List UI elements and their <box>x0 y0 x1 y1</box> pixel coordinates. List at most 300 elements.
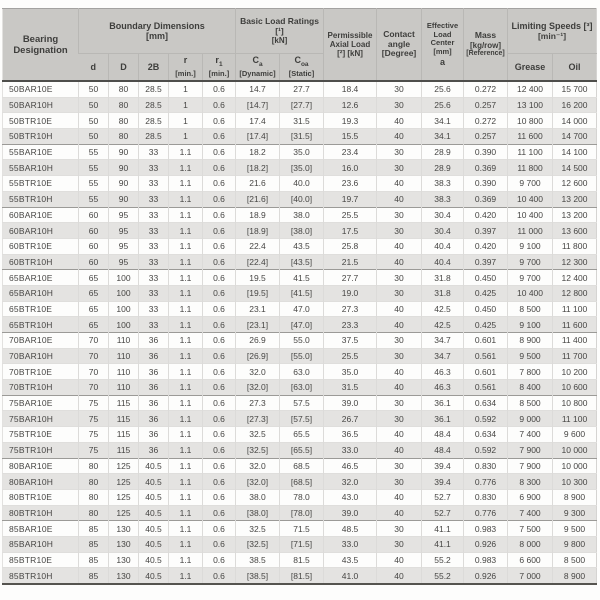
cell-d: 55 <box>79 176 109 192</box>
cell-axial-load: 15.5 <box>324 129 377 145</box>
cell-r-min: 1.1 <box>169 521 203 537</box>
cell-oil: 11 100 <box>553 301 597 317</box>
cell-r-min: 1.1 <box>169 348 203 364</box>
cell-2B: 33 <box>139 270 169 286</box>
cell-Ca-dynamic: 38.0 <box>236 489 280 505</box>
cell-r1-min: 0.6 <box>203 348 236 364</box>
cell-r1-min: 0.6 <box>203 505 236 521</box>
table-row <box>3 223 597 239</box>
table-row <box>3 442 597 458</box>
cell-grease: 11 000 <box>508 223 553 239</box>
cell-D: 115 <box>109 411 139 427</box>
cell-2B: 36 <box>139 380 169 396</box>
cell-Ca-dynamic: [18.9] <box>236 223 280 239</box>
cell-load-center: 34.1 <box>422 129 464 145</box>
col-header-2B: 2B <box>139 54 169 82</box>
cell-contact-angle: 30 <box>377 474 422 490</box>
cell-d: 85 <box>79 536 109 552</box>
cell-grease: 7 400 <box>508 505 553 521</box>
cell-load-center: 41.1 <box>422 521 464 537</box>
cell-grease: 7 900 <box>508 458 553 474</box>
cell-Coa-static: [57.5] <box>280 411 324 427</box>
cell-r-min: 1.1 <box>169 317 203 333</box>
cell-2B: 36 <box>139 333 169 349</box>
cell-Ca-dynamic: [32.0] <box>236 474 280 490</box>
cell-grease: 6 600 <box>508 552 553 568</box>
cell-r1-min: 0.6 <box>203 474 236 490</box>
cell-2B: 33 <box>139 207 169 223</box>
cell-Coa-static: [55.0] <box>280 348 324 364</box>
cell-r-min: 1.1 <box>169 489 203 505</box>
cell-Ca-dynamic: [17.4] <box>236 129 280 145</box>
cell-2B: 33 <box>139 285 169 301</box>
cell-load-center: 38.3 <box>422 191 464 207</box>
cell-grease: 8 300 <box>508 474 553 490</box>
cell-r1-min: 0.6 <box>203 301 236 317</box>
cell-d: 85 <box>79 552 109 568</box>
cell-d: 75 <box>79 395 109 411</box>
table-row <box>3 364 597 380</box>
cell-contact-angle: 30 <box>377 536 422 552</box>
cell-Coa-static: 41.5 <box>280 270 324 286</box>
cell-2B: 28.5 <box>139 113 169 129</box>
cell-d: 80 <box>79 458 109 474</box>
cell-r-min: 1.1 <box>169 144 203 160</box>
cell-contact-angle: 40 <box>377 489 422 505</box>
cell-load-center: 28.9 <box>422 144 464 160</box>
cell-mass: 0.450 <box>464 301 508 317</box>
cell-Ca-dynamic: 32.5 <box>236 427 280 443</box>
cell-Ca-dynamic: 14.7 <box>236 81 280 97</box>
cell-mass: 0.272 <box>464 113 508 129</box>
cell-load-center: 31.8 <box>422 285 464 301</box>
cell-designation: 65BAR10H <box>3 285 79 301</box>
cell-Coa-static: [78.0] <box>280 505 324 521</box>
cell-r1-min: 0.6 <box>203 207 236 223</box>
cell-2B: 36 <box>139 348 169 364</box>
cell-oil: 11 600 <box>553 317 597 333</box>
col-header-contact-angle: Contact angle [Degree] <box>377 9 422 82</box>
cell-contact-angle: 40 <box>377 442 422 458</box>
table-row <box>3 270 597 286</box>
cell-grease: 10 400 <box>508 191 553 207</box>
cell-Coa-static: 35.0 <box>280 144 324 160</box>
cell-oil: 13 600 <box>553 223 597 239</box>
cell-2B: 33 <box>139 160 169 176</box>
cell-grease: 9 700 <box>508 270 553 286</box>
cell-designation: 70BAR10E <box>3 333 79 349</box>
cell-load-center: 48.4 <box>422 442 464 458</box>
cell-mass: 0.561 <box>464 380 508 396</box>
cell-grease: 7 400 <box>508 427 553 443</box>
cell-mass: 0.830 <box>464 458 508 474</box>
table-row <box>3 568 597 584</box>
cell-contact-angle: 40 <box>377 191 422 207</box>
cell-designation: 85BTR10E <box>3 552 79 568</box>
cell-Ca-dynamic: 19.5 <box>236 270 280 286</box>
cell-r1-min: 0.6 <box>203 81 236 97</box>
table-header <box>3 9 597 82</box>
cell-D: 95 <box>109 223 139 239</box>
cell-r1-min: 0.6 <box>203 380 236 396</box>
cell-2B: 40.5 <box>139 458 169 474</box>
cell-r-min: 1.1 <box>169 442 203 458</box>
cell-contact-angle: 30 <box>377 160 422 176</box>
cell-axial-load: 25.5 <box>324 348 377 364</box>
cell-contact-angle: 40 <box>377 254 422 270</box>
cell-Coa-static: 68.5 <box>280 458 324 474</box>
cell-contact-angle: 30 <box>377 395 422 411</box>
cell-Ca-dynamic: 17.4 <box>236 113 280 129</box>
cell-grease: 13 100 <box>508 97 553 113</box>
cell-D: 110 <box>109 333 139 349</box>
table-body <box>3 81 597 584</box>
cell-grease: 8 400 <box>508 380 553 396</box>
cell-designation: 75BTR10E <box>3 427 79 443</box>
cell-mass: 0.983 <box>464 521 508 537</box>
cell-r1-min: 0.6 <box>203 427 236 443</box>
cell-2B: 33 <box>139 191 169 207</box>
table-row <box>3 254 597 270</box>
cell-load-center: 46.3 <box>422 364 464 380</box>
cell-mass: 0.390 <box>464 176 508 192</box>
cell-load-center: 42.5 <box>422 317 464 333</box>
cell-contact-angle: 40 <box>377 364 422 380</box>
cell-contact-angle: 40 <box>377 552 422 568</box>
cell-load-center: 38.3 <box>422 176 464 192</box>
cell-designation: 65BAR10E <box>3 270 79 286</box>
table-row <box>3 160 597 176</box>
cell-2B: 36 <box>139 411 169 427</box>
cell-D: 100 <box>109 301 139 317</box>
cell-designation: 85BAR10E <box>3 521 79 537</box>
cell-r-min: 1 <box>169 129 203 145</box>
cell-designation: 50BAR10E <box>9 84 53 95</box>
cell-designation: 50BTR10H <box>3 129 79 145</box>
cell-load-center: 40.4 <box>422 254 464 270</box>
cell-Ca-dynamic: 38.5 <box>236 552 280 568</box>
cell-load-center: 36.1 <box>422 395 464 411</box>
cell-load-center: 25.6 <box>422 81 464 97</box>
cell-2B: 33 <box>139 317 169 333</box>
cell-mass: 0.926 <box>464 568 508 584</box>
table-row <box>3 505 597 521</box>
cell-D: 90 <box>109 144 139 160</box>
cell-oil: 10 800 <box>553 395 597 411</box>
cell-d: 55 <box>79 144 109 160</box>
cell-d: 70 <box>79 333 109 349</box>
cell-grease: 12 400 <box>508 81 553 97</box>
cell-mass: 0.926 <box>464 536 508 552</box>
cell-D: 90 <box>109 176 139 192</box>
cell-load-center: 46.3 <box>422 380 464 396</box>
cell-grease: 9 700 <box>508 176 553 192</box>
cell-Ca-dynamic: [19.5] <box>236 285 280 301</box>
cell-grease: 9 000 <box>508 411 553 427</box>
cell-D: 130 <box>109 568 139 584</box>
cell-contact-angle: 30 <box>377 144 422 160</box>
cell-axial-load: 48.5 <box>324 521 377 537</box>
cell-2B: 40.5 <box>139 474 169 490</box>
cell-Ca-dynamic: [32.5] <box>236 442 280 458</box>
cell-r-min: 1.1 <box>169 191 203 207</box>
cell-Ca-dynamic: 27.3 <box>236 395 280 411</box>
cell-Coa-static: [38.0] <box>280 223 324 239</box>
col-header-permissible-axial-load: Permissible Axial Load [²] [kN] <box>324 9 377 82</box>
cell-D: 130 <box>109 552 139 568</box>
cell-D: 125 <box>109 474 139 490</box>
cell-D: 95 <box>109 238 139 254</box>
cell-r-min: 1.1 <box>169 536 203 552</box>
cell-oil: 13 200 <box>553 191 597 207</box>
cell-mass: 0.561 <box>464 348 508 364</box>
cell-oil: 10 000 <box>553 442 597 458</box>
col-header-r1-min: $r_1$ [min.] <box>203 54 236 82</box>
cell-mass: 0.634 <box>464 395 508 411</box>
cell-d: 60 <box>79 207 109 223</box>
cell-2B: 33 <box>139 301 169 317</box>
cell-Coa-static: [41.5] <box>280 285 324 301</box>
cell-r1-min: 0.6 <box>203 364 236 380</box>
cell-mass: 0.369 <box>464 160 508 176</box>
cell-oil: 12 400 <box>553 270 597 286</box>
cell-designation: 80BAR10H <box>3 474 79 490</box>
table-row <box>3 113 597 129</box>
cell-load-center: 39.4 <box>422 458 464 474</box>
cell-mass: 0.257 <box>464 129 508 145</box>
cell-r-min: 1.1 <box>169 160 203 176</box>
cell-2B: 40.5 <box>139 489 169 505</box>
cell-oil: 12 300 <box>553 254 597 270</box>
cell-designation: 80BTR10E <box>3 489 79 505</box>
cell-2B: 40.5 <box>139 568 169 584</box>
cell-contact-angle: 30 <box>377 207 422 223</box>
cell-oil: 9 800 <box>553 536 597 552</box>
cell-Ca-dynamic: [26.9] <box>236 348 280 364</box>
cell-Coa-static: 27.7 <box>280 81 324 97</box>
cell-r1-min: 0.6 <box>203 568 236 584</box>
cell-r-min: 1.1 <box>169 505 203 521</box>
cell-contact-angle: 30 <box>377 285 422 301</box>
cell-r1-min: 0.6 <box>203 238 236 254</box>
cell-mass: 0.634 <box>464 427 508 443</box>
cell-d: 65 <box>79 270 109 286</box>
col-header-d: d <box>79 54 109 82</box>
table-row <box>3 317 597 333</box>
cell-oil: 11 400 <box>553 333 597 349</box>
cell-axial-load: 27.3 <box>324 301 377 317</box>
cell-2B: 40.5 <box>139 536 169 552</box>
cell-axial-load: 36.5 <box>324 427 377 443</box>
cell-D: 130 <box>109 536 139 552</box>
cell-designation: 80BTR10H <box>3 505 79 521</box>
cell-oil: 10 300 <box>553 474 597 490</box>
cell-designation: 75BAR10H <box>3 411 79 427</box>
cell-D: 110 <box>109 348 139 364</box>
cell-designation: 55BAR10H <box>3 160 79 176</box>
cell-designation: 60BAR10E <box>3 207 79 223</box>
cell-axial-load: 23.3 <box>324 317 377 333</box>
cell-d: 60 <box>79 254 109 270</box>
cell-d: 65 <box>79 317 109 333</box>
cell-grease: 10 400 <box>508 207 553 223</box>
cell-load-center: 30.4 <box>422 223 464 239</box>
cell-2B: 33 <box>139 223 169 239</box>
cell-D: 125 <box>109 505 139 521</box>
cell-d: 50 <box>79 113 109 129</box>
cell-designation: 60BAR10H <box>3 223 79 239</box>
table-row <box>3 474 597 490</box>
cell-r-min: 1 <box>169 97 203 113</box>
cell-Ca-dynamic: 21.6 <box>236 176 280 192</box>
cell-r-min: 1.1 <box>169 238 203 254</box>
cell-oil: 14 100 <box>553 144 597 160</box>
cell-D: 115 <box>109 442 139 458</box>
cell-load-center: 48.4 <box>422 427 464 443</box>
cell-oil: 9 300 <box>553 505 597 521</box>
cell-r-min: 1.1 <box>169 552 203 568</box>
cell-load-center: 55.2 <box>422 552 464 568</box>
table-row <box>3 238 597 254</box>
cell-d: 80 <box>79 489 109 505</box>
cell-mass: 0.776 <box>464 474 508 490</box>
cell-grease: 11 600 <box>508 129 553 145</box>
cell-Ca-dynamic: [23.1] <box>236 317 280 333</box>
cell-grease: 11 100 <box>508 144 553 160</box>
cell-r-min: 1.1 <box>169 395 203 411</box>
cell-Coa-static: [35.0] <box>280 160 324 176</box>
cell-Coa-static: 47.0 <box>280 301 324 317</box>
cell-D: 115 <box>109 395 139 411</box>
cell-oil: 15 700 <box>553 81 597 97</box>
cell-Coa-static: 43.5 <box>280 238 324 254</box>
cell-r1-min: 0.6 <box>203 521 236 537</box>
cell-mass: 0.425 <box>464 285 508 301</box>
cell-d: 80 <box>79 505 109 521</box>
cell-load-center: 34.7 <box>422 348 464 364</box>
cell-oil: 13 200 <box>553 207 597 223</box>
cell-Ca-dynamic: [22.4] <box>236 254 280 270</box>
cell-grease: 8 500 <box>508 301 553 317</box>
cell-axial-load: 32.0 <box>324 474 377 490</box>
cell-Coa-static: 40.0 <box>280 176 324 192</box>
cell-r-min: 1.1 <box>169 207 203 223</box>
cell-designation: 55BTR10E <box>3 176 79 192</box>
cell-Ca-dynamic: [38.5] <box>236 568 280 584</box>
cell-Coa-static: 63.0 <box>280 364 324 380</box>
cell-oil: 8 900 <box>553 568 597 584</box>
col-header-Ca-dynamic: $C_a$ [Dynamic] <box>236 54 280 82</box>
cell-d: 60 <box>79 223 109 239</box>
cell-axial-load: 35.0 <box>324 364 377 380</box>
cell-mass: 0.272 <box>464 81 508 97</box>
table-row <box>3 97 597 113</box>
cell-contact-angle: 40 <box>377 113 422 129</box>
cell-contact-angle: 30 <box>377 97 422 113</box>
cell-Coa-static: [63.0] <box>280 380 324 396</box>
col-header-effective-load-center: Effective Load Center [mm] a <box>422 9 464 82</box>
cell-d: 65 <box>79 285 109 301</box>
cell-mass: 0.420 <box>464 207 508 223</box>
cell-Coa-static: [40.0] <box>280 191 324 207</box>
cell-grease: 8 500 <box>508 395 553 411</box>
cell-designation: 75BTR10H <box>3 442 79 458</box>
cell-D: 80 <box>109 113 139 129</box>
cell-designation: 70BTR10H <box>3 380 79 396</box>
cell-d: 55 <box>79 160 109 176</box>
table-row <box>3 380 597 396</box>
cell-designation: 60BTR10E <box>3 238 79 254</box>
cell-D: 90 <box>109 191 139 207</box>
cell-axial-load: 19.3 <box>324 113 377 129</box>
cell-designation: 65BTR10E <box>3 301 79 317</box>
cell-axial-load: 41.0 <box>324 568 377 584</box>
cell-Coa-static: [43.5] <box>280 254 324 270</box>
table-row <box>3 301 597 317</box>
cell-load-center: 41.1 <box>422 536 464 552</box>
table-row <box>3 521 597 537</box>
cell-mass: 0.592 <box>464 442 508 458</box>
cell-D: 80 <box>109 97 139 113</box>
cell-mass: 0.601 <box>464 364 508 380</box>
cell-grease: 9 100 <box>508 317 553 333</box>
cell-d: 70 <box>79 348 109 364</box>
cell-contact-angle: 40 <box>377 129 422 145</box>
col-header-bearing-designation: Bearing Designation <box>3 9 79 82</box>
cell-contact-angle: 40 <box>377 427 422 443</box>
cell-Coa-static: [71.5] <box>280 536 324 552</box>
cell-D: 90 <box>109 160 139 176</box>
cell-load-center: 25.6 <box>422 97 464 113</box>
cell-2B: 28.5 <box>139 129 169 145</box>
cell-D: 110 <box>109 380 139 396</box>
cell-grease: 7 000 <box>508 568 553 584</box>
cell-D: 130 <box>109 521 139 537</box>
cell-grease: 10 800 <box>508 113 553 129</box>
table-row <box>3 333 597 349</box>
cell-r-min: 1.1 <box>169 411 203 427</box>
cell-2B: 36 <box>139 427 169 443</box>
cell-D: 80 <box>109 129 139 145</box>
cell-contact-angle: 30 <box>377 458 422 474</box>
cell-oil: 10 000 <box>553 458 597 474</box>
cell-contact-angle: 30 <box>377 270 422 286</box>
group-header-boundary-dimensions: Boundary Dimensions [mm] <box>79 9 236 54</box>
cell-axial-load: 21.5 <box>324 254 377 270</box>
cell-designation: 55BTR10H <box>3 191 79 207</box>
cell-oil: 10 600 <box>553 380 597 396</box>
cell-designation: 65BTR10H <box>3 317 79 333</box>
cell-oil: 11 100 <box>553 411 597 427</box>
cell-oil: 8 900 <box>553 489 597 505</box>
cell-mass: 0.397 <box>464 223 508 239</box>
cell-load-center: 36.1 <box>422 411 464 427</box>
cell-oil: 14 500 <box>553 160 597 176</box>
cell-contact-angle: 40 <box>377 301 422 317</box>
cell-r1-min: 0.6 <box>203 191 236 207</box>
cell-designation: 55BAR10E <box>3 144 79 160</box>
cell-mass: 0.257 <box>464 97 508 113</box>
cell-contact-angle: 30 <box>377 348 422 364</box>
cell-Ca-dynamic: 26.9 <box>236 333 280 349</box>
col-header-D: D <box>109 54 139 82</box>
cell-Coa-static: [27.7] <box>280 97 324 113</box>
cell-axial-load: 19.0 <box>324 285 377 301</box>
cell-D: 125 <box>109 489 139 505</box>
cell-r-min: 1.1 <box>169 301 203 317</box>
cell-Ca-dynamic: [32.5] <box>236 536 280 552</box>
cell-r1-min: 0.6 <box>203 254 236 270</box>
